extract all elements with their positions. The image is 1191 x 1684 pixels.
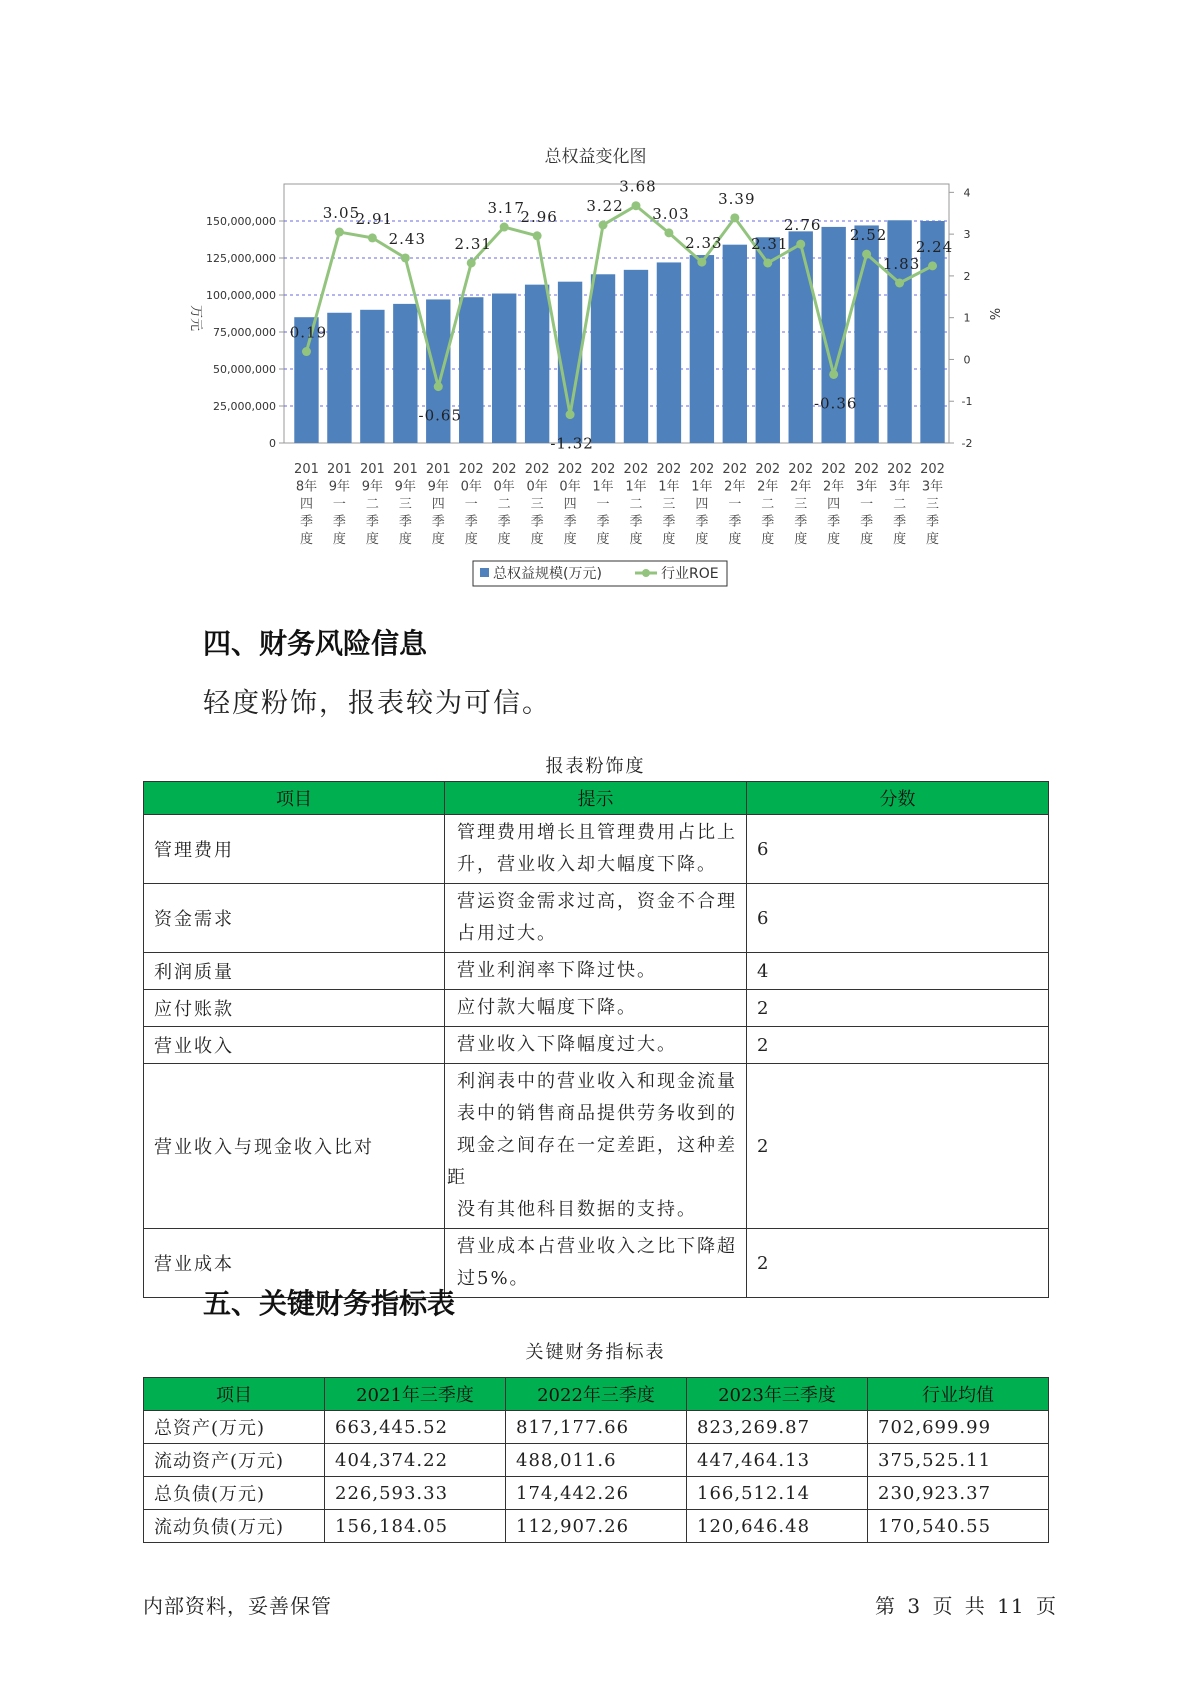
x-tick-label: 一 [332,497,346,512]
roe-data-label: 3.17 [487,199,525,218]
roe-point [500,223,509,232]
x-tick-label: 季 [893,514,907,530]
header-item: 项目 [144,782,445,815]
roe-point [302,347,311,356]
row-value: 156,184.05 [325,1510,506,1543]
roe-data-label: 3.22 [586,196,624,215]
bar [723,245,747,443]
x-tick-label: 四 [299,497,313,512]
x-tick-label: 一 [860,497,874,512]
table-header-row [144,1378,1049,1411]
x-tick-label: 三 [794,497,808,512]
header-industry-avg: 行业均值 [868,1378,1049,1411]
bar [525,285,549,443]
y2-tick-label: 0 [963,353,971,367]
row-value: 404,374.22 [325,1444,506,1477]
roe-point [599,220,608,229]
bar [492,294,516,443]
bar [624,270,648,443]
x-tick-label: 201 [327,462,352,477]
chart-title: 总权益变化图 [544,147,647,167]
hint-line: 占用过大。 [457,923,557,944]
x-tick-label: 202 [491,462,517,477]
row-score: 2 [747,1027,1049,1064]
row-value: 488,011.6 [506,1444,687,1477]
roe-data-label: 3.05 [322,204,361,223]
header-item: 项目 [144,1378,325,1411]
hint-line: 过5%。 [457,1268,530,1289]
row-value: 170,540.55 [868,1510,1049,1543]
key-indicators-table [143,1377,1049,1543]
row-item: 管理费用 [144,815,445,884]
x-tick-label: 度 [662,532,676,547]
row-hint [445,884,747,953]
hint-line: 升，营业收入却大幅度下降。 [457,854,717,875]
x-tick-label: 2年 [757,479,779,495]
roe-data-label: 3.39 [718,189,756,208]
hint-line: 表中的销售商品提供劳务收到的 [457,1103,737,1124]
roe-point [434,382,443,391]
y2-tick-label: 1 [963,311,971,325]
footer-page-number: 第 3 页 共 11 页 [875,1594,1057,1618]
x-tick-label: 三 [530,497,544,512]
row-value: 823,269.87 [687,1411,868,1444]
x-tick-label: 四 [563,497,577,512]
row-score: 4 [747,953,1049,990]
hint-line: 营运资金需求过高，资金不合理 [457,891,737,912]
x-tick-label: 季 [563,514,577,530]
row-score: 2 [747,1064,1049,1229]
x-tick-label: 季 [332,514,346,530]
roe-data-label: 2.91 [355,209,394,228]
roe-point [796,240,805,249]
hint-line: 现金之间存在一定差距，这种差距 [447,1135,737,1188]
x-tick-label: 2年 [724,479,746,495]
row-value: 174,442.26 [506,1477,687,1510]
x-tick-label: 3年 [921,479,944,495]
x-tick-label: 度 [827,532,841,547]
x-tick-label: 二 [497,497,511,512]
row-item: 营业收入 [144,1027,445,1064]
bar [393,304,417,443]
x-tick-label: 2年 [790,479,812,495]
roe-data-label: 3.68 [619,177,657,196]
table-header-row [144,782,1049,815]
table-row [144,815,1049,884]
x-tick-label: 0年 [460,479,482,495]
x-tick-label: 202 [557,462,583,477]
x-tick-label: 9年 [328,479,351,495]
legend-line-label: 行业ROE [661,566,719,582]
y2-axis-label: % [986,307,1001,321]
roe-point [928,261,937,270]
x-tick-label: 度 [332,532,346,547]
header-2021q3: 2021年三季度 [325,1378,506,1411]
row-item: 总资产(万元) [144,1411,325,1444]
roe-data-label: -1.32 [550,434,594,453]
row-hint [445,1229,747,1298]
x-tick-label: 202 [887,462,912,477]
table-row [144,990,1049,1027]
x-tick-label: 202 [623,462,649,477]
roe-data-label: 0.19 [289,323,328,342]
roe-point [533,231,542,240]
x-tick-label: 1年 [592,479,614,495]
bar [459,297,483,443]
x-tick-label: 季 [827,514,841,530]
roe-point [730,213,739,222]
x-tick-label: 3年 [888,479,911,495]
row-hint [445,1064,747,1229]
y-tick-label: 50,000,000 [213,363,276,376]
roe-data-label: 2.43 [388,229,427,248]
hint-line: 没有其他科目数据的支持。 [457,1199,697,1220]
x-tick-label: 201 [359,462,385,477]
row-score: 2 [747,1229,1049,1298]
y-axis-label: 万元 [188,304,203,332]
table1-caption: 报表粉饰度 [545,756,646,777]
equity-chart [0,0,1191,600]
row-value: 375,525.11 [868,1444,1049,1477]
table-row [144,1510,1049,1543]
x-tick-label: 202 [755,462,781,477]
bar [657,262,681,443]
x-tick-label: 季 [497,514,511,530]
x-tick-label: 度 [596,532,610,547]
x-tick-label: 1年 [658,479,680,495]
section-4-text: 轻度粉饰，报表较为可信。 [203,688,551,719]
x-tick-label: 二 [365,497,379,512]
roe-data-label: -0.65 [418,406,463,425]
x-tick-label: 1年 [691,479,713,495]
roe-point [335,228,344,237]
x-tick-label: 0年 [559,479,581,495]
x-tick-label: 季 [794,514,808,530]
row-score: 6 [747,884,1049,953]
table-row [144,1064,1049,1229]
row-hint [445,815,747,884]
x-tick-label: 202 [722,462,748,477]
bar [789,231,813,443]
roe-point [664,228,673,237]
y2-tick-label: -2 [961,437,973,450]
whitewash-table [143,781,1049,1298]
x-tick-label: 度 [761,532,775,547]
y2-tick-label: 4 [963,186,971,200]
x-tick-label: 度 [563,532,577,547]
row-score: 2 [747,990,1049,1027]
bar [591,274,615,443]
roe-data-label: 2.24 [915,237,954,256]
table-row [144,1027,1049,1064]
x-tick-label: 0年 [493,479,515,495]
bar [756,237,780,443]
row-item: 营业收入与现金收入比对 [144,1064,445,1229]
table-row [144,1411,1049,1444]
row-value: 702,699.99 [868,1411,1049,1444]
x-tick-label: 一 [728,497,742,512]
y-tick-label: 150,000,000 [206,215,276,228]
roe-point [631,201,640,210]
header-2023q3: 2023年三季度 [687,1378,868,1411]
roe-point [401,253,410,262]
row-value: 230,923.37 [868,1477,1049,1510]
x-tick-label: 三 [662,497,676,512]
x-tick-label: 202 [656,462,682,477]
x-tick-label: 三 [398,497,412,512]
x-tick-label: 季 [365,514,379,530]
y2-tick-label: 2 [963,269,971,283]
hint-line: 应付款大幅度下降。 [457,997,637,1018]
hint-line: 管理费用增长且管理费用占比上 [457,822,737,843]
section-4-title: 四、财务风险信息 [203,627,428,660]
x-tick-label: 季 [629,514,643,530]
row-item: 利润质量 [144,953,445,990]
hint-line: 利润表中的营业收入和现金流量 [457,1071,737,1092]
row-item: 应付账款 [144,990,445,1027]
x-tick-label: 8年 [295,479,318,495]
x-tick-label: 二 [761,497,775,512]
hint-line: 营业成本占营业收入之比下降超 [457,1236,737,1257]
y-tick-label: 125,000,000 [206,252,276,265]
x-tick-label: 四 [827,497,841,512]
x-tick-label: 度 [695,532,709,547]
roe-point [467,258,476,267]
x-tick-label: 度 [299,532,313,547]
row-hint [445,990,747,1027]
x-tick-label: 三 [926,497,940,512]
y-tick-label: 0 [269,437,276,450]
x-tick-label: 季 [464,514,478,530]
x-tick-label: 季 [761,514,775,530]
table-row [144,1477,1049,1510]
x-tick-label: 二 [893,497,907,512]
x-tick-label: 季 [530,514,544,530]
row-value: 166,512.14 [687,1477,868,1510]
x-tick-label: 季 [596,514,610,530]
x-tick-label: 度 [860,532,874,547]
row-value: 817,177.66 [506,1411,687,1444]
roe-point [895,279,904,288]
roe-data-label: 2.76 [784,216,822,235]
x-tick-label: 9年 [394,479,416,495]
x-tick-label: 202 [788,462,814,477]
hint-line: 营业收入下降幅度过大。 [457,1034,677,1055]
roe-point [862,250,871,259]
row-item: 总负债(万元) [144,1477,325,1510]
x-tick-label: 季 [299,514,313,530]
section-5-title: 五、关键财务指标表 [203,1287,456,1320]
x-tick-label: 度 [431,532,445,547]
roe-data-label: 2.31 [454,234,492,253]
roe-data-label: 2.33 [685,234,723,253]
x-tick-label: 2年 [823,479,845,495]
y-tick-label: 100,000,000 [206,289,276,302]
bar [690,255,714,443]
table-row [144,884,1049,953]
x-tick-label: 202 [854,462,880,477]
row-value: 120,646.48 [687,1510,868,1543]
row-score: 6 [747,815,1049,884]
header-2022q3: 2022年三季度 [506,1378,687,1411]
x-tick-label: 度 [398,532,412,547]
x-tick-label: 一 [596,497,610,512]
roe-data-label: 3.03 [652,204,690,223]
x-tick-label: 四 [431,497,445,512]
roe-point [829,370,838,379]
roe-data-label: -0.36 [813,394,858,413]
x-tick-label: 二 [629,497,643,512]
x-tick-label: 202 [689,462,715,477]
row-value: 663,445.52 [325,1411,506,1444]
x-tick-label: 0年 [526,479,548,495]
legend-line-marker [642,569,650,577]
x-tick-label: 202 [524,462,550,477]
x-tick-label: 1年 [625,479,647,495]
x-tick-label: 季 [860,514,874,530]
table-row [144,953,1049,990]
roe-data-label: 2.52 [849,226,888,245]
x-tick-label: 度 [728,532,742,547]
y-tick-label: 75,000,000 [213,326,276,339]
row-hint [445,1027,747,1064]
legend-bar-label: 总权益规模(万元) [493,566,602,582]
row-item: 流动资产(万元) [144,1444,325,1477]
footer-confidential-note: 内部资料，妥善保管 [143,1594,332,1618]
row-value: 226,593.33 [325,1477,506,1510]
roe-point [697,258,706,267]
x-tick-label: 季 [926,514,940,530]
roe-data-label: 2.96 [520,207,558,226]
roe-point [368,233,377,242]
roe-data-label: 1.83 [882,255,921,274]
y-tick-label: 25,000,000 [213,400,276,413]
y2-tick-label: 3 [963,228,971,242]
header-score: 分数 [747,782,1049,815]
x-tick-label: 202 [920,462,945,477]
x-tick-label: 季 [695,514,709,530]
x-tick-label: 四 [695,497,709,512]
row-value: 447,464.13 [687,1444,868,1477]
x-tick-label: 201 [392,462,418,477]
roe-data-label: 2.31 [751,234,789,253]
roe-point [566,410,575,419]
x-tick-label: 3年 [855,479,878,495]
hint-line: 营业利润率下降过快。 [457,960,657,981]
row-item: 流动负债(万元) [144,1510,325,1543]
legend-bar-swatch [480,568,489,577]
x-tick-label: 季 [662,514,676,530]
bar [887,220,911,443]
x-tick-label: 202 [821,462,847,477]
bar [360,310,384,443]
x-tick-label: 一 [464,497,478,512]
x-tick-label: 9年 [427,479,449,495]
x-tick-label: 9年 [361,479,384,495]
row-item: 资金需求 [144,884,445,953]
x-tick-label: 季 [728,514,742,530]
x-tick-label: 季 [431,514,445,530]
bar [327,313,351,443]
row-hint [445,953,747,990]
header-hint: 提示 [445,782,747,815]
table-row [144,1444,1049,1477]
x-tick-label: 度 [497,532,511,547]
row-item: 营业成本 [144,1229,445,1298]
x-tick-label: 季 [398,514,412,530]
x-tick-label: 202 [458,462,484,477]
x-tick-label: 度 [926,532,940,547]
row-value: 112,907.26 [506,1510,687,1543]
roe-point [763,258,772,267]
x-tick-label: 度 [464,532,478,547]
x-tick-label: 度 [629,532,643,547]
x-tick-label: 度 [893,532,907,547]
x-tick-label: 度 [530,532,544,547]
x-tick-label: 201 [425,462,451,477]
x-tick-label: 度 [365,532,379,547]
x-tick-label: 202 [590,462,616,477]
table2-caption: 关键财务指标表 [525,1342,666,1363]
x-tick-label: 201 [294,462,319,477]
y2-tick-label: -1 [961,395,973,409]
x-tick-label: 度 [794,532,808,547]
